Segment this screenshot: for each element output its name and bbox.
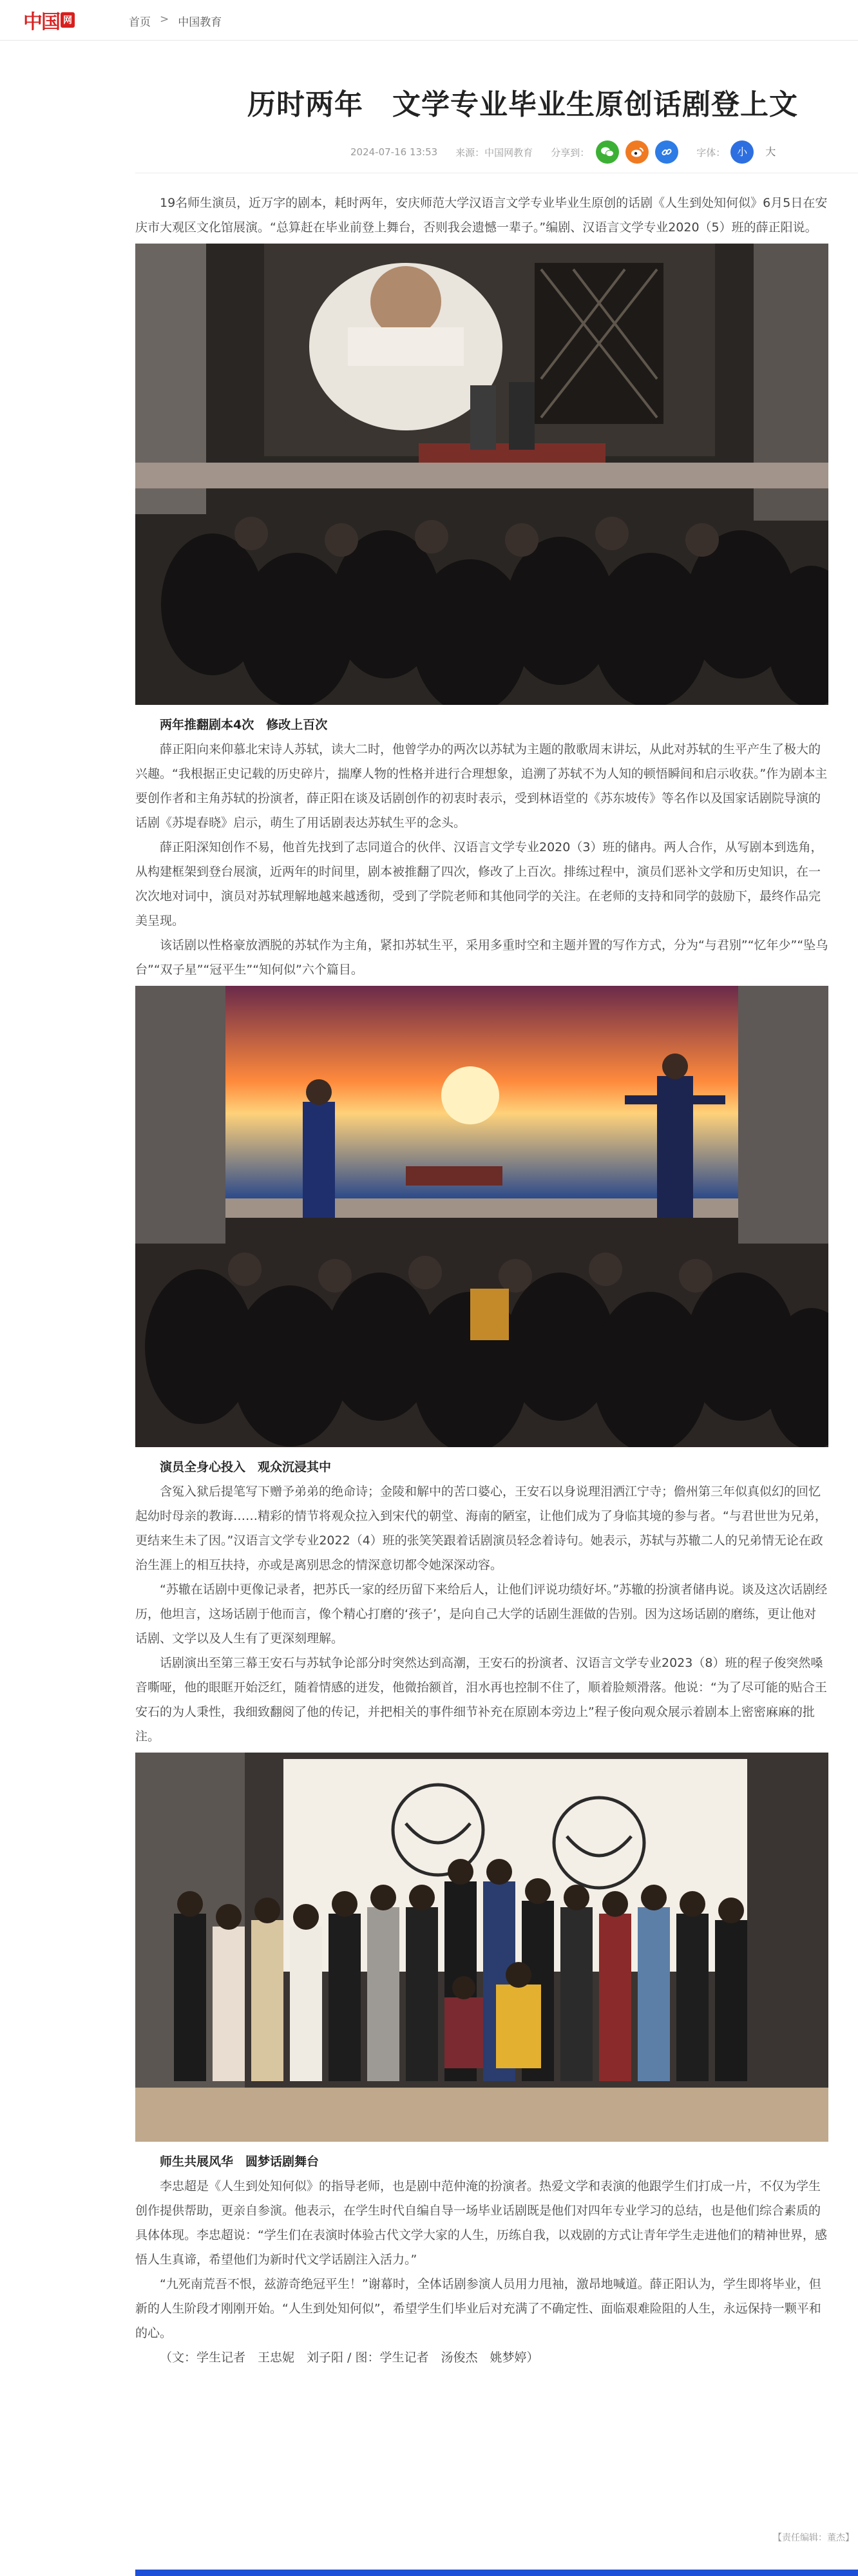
article-photo-stage-performance [135,244,828,705]
article-photo-cast-group [135,1753,828,2142]
breadcrumb-home[interactable]: 首页 [129,16,151,29]
breadcrumb [129,13,222,29]
breadcrumb-section[interactable]: 中国教育 [178,16,222,29]
wechat-share-icon[interactable] [596,140,619,164]
site-header [0,0,858,41]
copy-link-icon[interactable] [655,140,678,164]
share-label: 分享到： [551,146,590,159]
responsible-editor: 【责任编辑：董杰】 [773,2533,854,2543]
logo-sub: 网 [61,12,75,28]
article-paragraph: 话剧演出至第三幕王安石与苏轼争论部分时突然达到高潮，王安石的扮演者、汉语言文学专业2023（8）班的程子俊突然嗓音嘶哑，他的眼眶开始泛红，随着情感的迸发，他微抬额首，泪水再也控制不住了，顺着脸颊滑落。他说：“为了尽可能的贴合王安石的为人秉性，我细致翻阅了他的传记，并把相关的事件细节补充在原剧本旁边上”程子俊向观众展示着剧本上密密麻麻的批注。 [135,1656,827,1744]
article-paragraph: 李忠超是《人生到处知何似》的指导老师，也是剧中范仲淹的扮演者。热爱文学和表演的他跟学生们打成一片，不仅为学生创作提供帮助，更亲自参演。他表示，在学生时代自编自导一场毕业话剧既是他们对四年专业学习的总结，也是他们综合素质的具体体现。李忠超说：“学生们在表演时体验古代文学大家的人生，历练自我，以戏剧的方式让青年学生走进他们的精神世界，感悟人生真谛，希望他们为新时代文学话剧注入活力。” [135,2179,827,2267]
section-heading: 演员全身心投入 观众沉浸其中 [160,1460,332,1474]
article-paragraph: 19名师生演员，近万字的剧本，耗时两年，安庆师范大学汉语言文学专业毕业生原创的话剧《人生到处知何似》6月5日在安庆市大观区文化馆展演。“总算赶在毕业前登上舞台，否则我会遗憾一辈子。”编剧、汉语言文学专业2020（5）班的薛正阳说。 [135,196,828,235]
article-source: 来源：中国网教育 [455,146,533,159]
article-paragraph: 薛正阳向来仰慕北宋诗人苏轼，读大二时，他曾学办的两次以苏轼为主题的散歌周末讲坛，从此对苏轼的生平产生了极大的兴趣。“我根据正史记载的历史碎片，揣摩人物的性格并进行合理想象，追溯了苏轼不为人知的顿悟瞬间和启示收获。”作为剧本主要创作者和主角苏轼的扮演者，薛正阳在谈及话剧创作的初衷时表示，受到林语堂的《苏东坡传》等名作以及国家话剧院导演的话剧《苏堤春晓》启示，萌生了用话剧表达苏轼生平的念头。 [135,742,828,830]
article-paragraph: 薛正阳深知创作不易，他首先找到了志同道合的伙伴、汉语言文学专业2020（3）班的储冉。两人合作，从写剧本到选角，从构建框架到登台展演，近两年的时间里，剧本被推翻了四次，修改了上百次。排练过程中，演员们恶补文学和历史知识，在一次次地对词中，演员对苏轼理解地越来越透彻，受到了学院老师和其他同学的关注。在老师的支持和同学的鼓励下，最终作品完美呈现。 [135,840,823,928]
photo-credit: （文：学生记者 王忠妮 刘子阳 / 图：学生记者 汤俊杰 姚梦婷） [160,2350,539,2365]
article-paragraph: 含冤入狱后提笔写下赠予弟弟的绝命诗；金陵和解中的苦口婆心，王安石以身说理泪洒江宁寺；儋州第三年似真似幻的回忆起幼时母亲的教诲……精彩的情节将观众拉入到宋代的朝堂、海南的陋室，让他们成为了身临其境的参与者。“与君世世为兄弟，更结来生未了因。”汉语言文学专业2022（4）班的张笑笑跟着话剧演员轻念着诗句。她表示，苏轼与苏辙二人的兄弟情无论在政治生涯上的相互扶持，亦或是离别思念的情深意切都令她深深动容。 [135,1485,827,1572]
section-heading: 师生共展风华 圆梦话剧舞台 [160,2155,319,2169]
article-body [135,191,828,2370]
weibo-share-icon[interactable] [625,140,649,164]
breadcrumb-separator: > [160,13,169,26]
article-photo-sunset-scene [135,986,828,1447]
article-meta [350,140,782,164]
site-logo[interactable] [23,5,75,35]
font-large-button[interactable]: 大 [765,146,776,158]
article-paragraph: 该话剧以性格豪放洒脱的苏轼作为主角，紧扣苏轼生平，采用多重时空和主题并置的写作方式，分为“与君别”“忆年少”“坠乌台”“双子星”“冠平生”“知何似”六个篇目。 [135,938,828,977]
font-small-button[interactable]: 小 [730,140,754,164]
article-paragraph: “九死南荒吾不恨，兹游奇绝冠平生！”谢幕时，全体话剧参演人员用力甩袖，激昂地喊道。薛正阳认为，学生即将毕业，但新的人生阶段才刚刚开始。“人生到处知何似”，希望学生们毕业后对充满了不确定性、面临艰难险阻的人生，永远保持一颗平和的心。 [135,2277,821,2340]
article-date: 2024-07-16 13:53 [350,146,438,158]
article-paragraph: “苏辙在话剧中更像记录者，把苏氏一家的经历留下来给后人，让他们评说功绩好坏。”苏辙的扮演者储冉说。谈及这次话剧经历，他坦言，这场话剧于他而言，像个精心打磨的‘孩子’，是向自己大学的话剧生涯做的告别。因为这场话剧的磨练，更让他对话剧、文学以及人生有了更深刻理解。 [135,1582,828,1646]
footer-bar [135,2570,858,2576]
logo-text: 中国 [23,11,59,34]
font-size-label: 字体： [696,146,726,159]
section-heading: 两年推翻剧本4次 修改上百次 [160,718,328,732]
article-title: 历时两年 文学专业毕业生原创话剧登上文 [247,88,798,121]
